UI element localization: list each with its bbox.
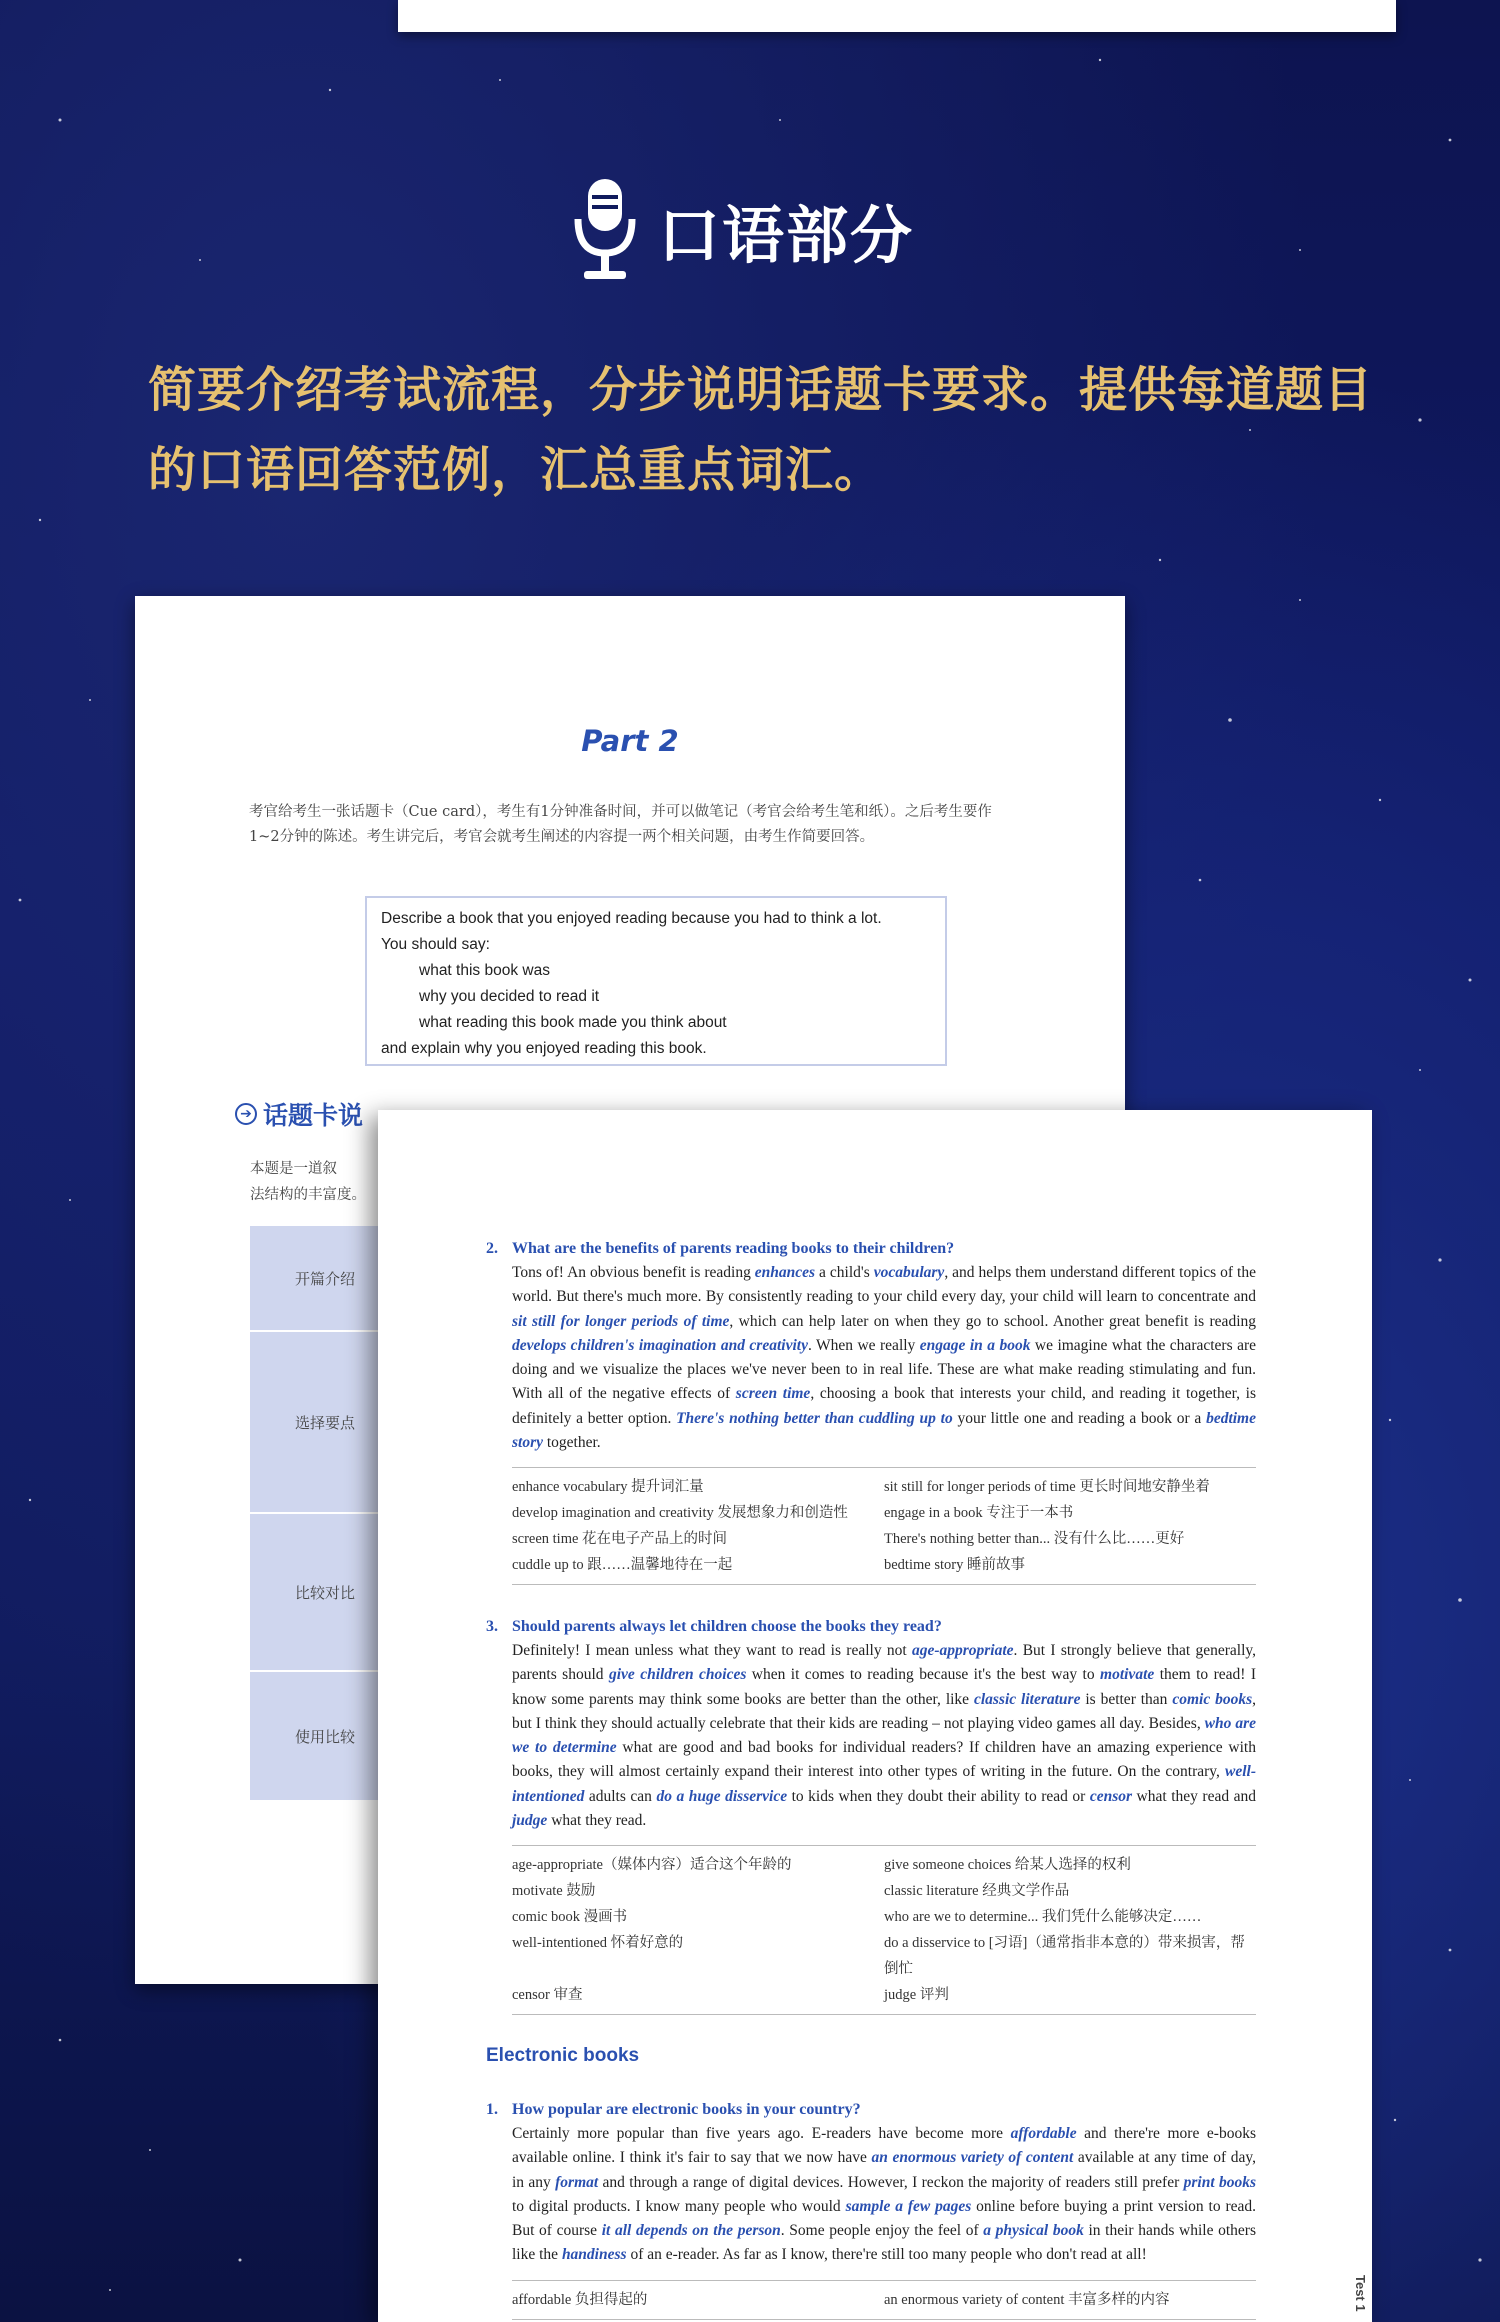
answer-text bbox=[486, 1261, 1256, 1455]
answer-segment: Definitely! I mean unless what they want to read is really not bbox=[512, 1642, 912, 1659]
cue-card-item: what reading this book made you think about bbox=[419, 1014, 727, 1031]
part-intro: 考官给考生一张话题卡（Cue card），考生有1分钟准备时间，并可以做笔记（考官会给考生笔和纸）。之后考生要作1~2分钟的陈述。考生讲完后，考官会就考生阐述的内容提一两个相关问题，由考生作简要回答。 bbox=[249, 804, 992, 845]
question-text: How popular are electronic books in your country? bbox=[512, 2101, 861, 2118]
answer-segment: online before buying a print version to read. But of course bbox=[512, 2197, 1256, 2240]
answer-segment: , which can help later on when they go to school. Another great benefit is reading bbox=[729, 1312, 1256, 1330]
highlighted-phrase: print books bbox=[1183, 2173, 1257, 2191]
answer-segment: to kids when they doubt their ability to read or bbox=[787, 1787, 1090, 1805]
highlighted-phrase: do a huge disservice bbox=[656, 1787, 788, 1805]
highlighted-phrase: screen time bbox=[735, 1385, 811, 1403]
highlighted-phrase: bedtime story bbox=[512, 1409, 1256, 1452]
highlighted-phrase: develops children's imagination and creativity bbox=[512, 1336, 808, 1354]
vocab-item: affordable 负担得起的 bbox=[512, 2291, 648, 2308]
vocab-item: age-appropriate（媒体内容）适合这个年龄的 bbox=[512, 1857, 792, 1874]
highlighted-phrase: classic literature bbox=[973, 1690, 1081, 1708]
answer-text bbox=[486, 1639, 1256, 1833]
highlighted-phrase: age-appropriate bbox=[911, 1642, 1014, 1659]
vocab-item: bedtime story 睡前故事 bbox=[884, 1557, 1025, 1574]
highlighted-phrase: sit still for longer periods of time bbox=[512, 1312, 730, 1330]
table-row: 使用比较 bbox=[250, 1672, 390, 1802]
question-block-2 bbox=[486, 1237, 1256, 1585]
section-heading bbox=[570, 170, 914, 290]
question-text: What are the benefits of parents reading books to their children? bbox=[512, 1240, 955, 1257]
answer-segment: , and helps them understand different topics of the world. But there's much more. By consistently reading to your child every day, your child will learn to concentrate and bbox=[512, 1264, 1256, 1306]
highlighted-phrase: well-intentioned bbox=[512, 1763, 1256, 1805]
part-title: Part 2 bbox=[581, 724, 679, 758]
answer-segment: what they read. bbox=[547, 1812, 647, 1830]
vocab-item: judge 评判 bbox=[884, 1987, 949, 2004]
vocab-list bbox=[512, 1845, 1256, 2015]
highlighted-phrase: an enormous variety of content bbox=[871, 2149, 1074, 2167]
answer-segment: them to read! I know some parents may think some books are better than the other, like bbox=[512, 1666, 1256, 1708]
topic-card-body-line: 本题是一道叙 bbox=[250, 1161, 337, 1177]
question-block-e1 bbox=[486, 2098, 1256, 2320]
answer-segment: in their hands while others like the bbox=[512, 2222, 1256, 2264]
answer-segment: we imagine what the characters are doing and we visualize the places we've never been to in real life. These are what make reading stimulating and fun. With all of the negative effects of bbox=[512, 1336, 1256, 1403]
vocab-item: screen time 花在电子产品上的时间 bbox=[512, 1531, 728, 1548]
question-text: Should parents always let children choose the books they read? bbox=[512, 1618, 942, 1635]
question-title bbox=[486, 1237, 1256, 1261]
answer-segment: when it comes to reading because it's the best way to bbox=[746, 1666, 1101, 1684]
vocab-item: develop imagination and creativity 发展想象力和创造性 bbox=[512, 1505, 848, 1522]
answer-segment: a child's bbox=[815, 1264, 874, 1281]
answer-segment: . Some people enjoy the feel of bbox=[780, 2222, 984, 2240]
answer-segment: and through a range of digital devices. However, I reckon the majority of readers still prefer bbox=[598, 2173, 1184, 2191]
microphone-icon bbox=[570, 175, 640, 285]
vocab-item: censor 审查 bbox=[512, 1987, 583, 2004]
answer-segment: , choosing a book that interests your child, and reading it together, is definitely a better option. bbox=[512, 1385, 1257, 1427]
section-title: 口语部分 bbox=[658, 198, 915, 272]
vocab-item: There's nothing better than... 没有什么比……更好 bbox=[884, 1531, 1185, 1548]
topic-structure-table bbox=[250, 1226, 390, 1802]
book-page-answers bbox=[378, 1110, 1372, 2322]
vocab-item: who are we to determine... 我们凭什么能够决定…… bbox=[884, 1909, 1202, 1926]
answer-segment: , but I think they should actually celebrate that their kids are reading – not playing video games all day. Besides, bbox=[512, 1690, 1256, 1732]
answer-segment: is better than bbox=[1080, 1690, 1173, 1708]
highlighted-phrase: comic books bbox=[1172, 1690, 1253, 1708]
section-electronic-books: Electronic books bbox=[486, 2045, 640, 2066]
vocab-list bbox=[512, 2280, 1256, 2320]
answer-segment: and there're more e-books available online. I think it's fair to say that we now have bbox=[512, 2125, 1256, 2167]
answer-segment: . But I strongly believe that generally, parents should bbox=[512, 1642, 1256, 1684]
table-row: 开篇介绍 bbox=[250, 1226, 390, 1332]
vocab-item: comic book 漫画书 bbox=[512, 1909, 628, 1926]
highlighted-phrase: engage in a book bbox=[919, 1336, 1031, 1354]
highlighted-phrase: sample a few pages bbox=[845, 2197, 972, 2215]
cue-card-item: what this book was bbox=[419, 962, 550, 979]
intro-line-2: 的口语回答范例，汇总重点词汇。 bbox=[148, 442, 884, 498]
vocab-item: classic literature 经典文学作品 bbox=[884, 1883, 1070, 1900]
vocab-item: an enormous variety of content 丰富多样的内容 bbox=[884, 2291, 1170, 2308]
vocab-item: enhance vocabulary 提升词汇量 bbox=[512, 1479, 704, 1496]
intro-line-1: 简要介绍考试流程，分步说明话题卡要求。提供每道题目 bbox=[148, 362, 1374, 418]
highlighted-phrase: enhances bbox=[754, 1264, 816, 1281]
vocab-item: engage in a book 专注于一本书 bbox=[884, 1505, 1074, 1522]
question-number: 3. bbox=[486, 1618, 498, 1635]
topic-card-heading bbox=[235, 1096, 363, 1132]
topic-card-body-line: 法结构的丰富度。 bbox=[250, 1187, 366, 1203]
topic-card-body bbox=[250, 1156, 390, 1208]
side-label: Test 1 bbox=[1353, 2275, 1368, 2312]
previous-page-card bbox=[398, 0, 1396, 32]
answer-segment: . When we really bbox=[807, 1336, 920, 1354]
cue-card-line: You should say: bbox=[381, 936, 490, 953]
answer-segment: Certainly more popular than five years ago. E-readers have become more bbox=[512, 2125, 1011, 2142]
highlighted-phrase: a physical book bbox=[983, 2222, 1084, 2240]
highlighted-phrase: format bbox=[555, 2173, 599, 2191]
highlighted-phrase: it all depends on the person bbox=[601, 2222, 781, 2240]
topic-card-heading-text: 话题卡说 bbox=[263, 1101, 364, 1130]
question-title bbox=[486, 1615, 1256, 1639]
vocab-item: motivate 鼓励 bbox=[512, 1883, 596, 1900]
answer-segment: of an e-reader. As far as I know, there're still too many people who don't read at all! bbox=[626, 2246, 1147, 2264]
answer-segment: Tons of! An obvious benefit is reading bbox=[512, 1264, 755, 1281]
answer-segment: what they read and bbox=[1132, 1787, 1256, 1805]
highlighted-phrase: motivate bbox=[1100, 1666, 1155, 1684]
cue-card-item: why you decided to read it bbox=[419, 988, 600, 1005]
table-row: 选择要点 bbox=[250, 1332, 390, 1514]
vocab-item: do a disservice to [习语]（通常指非本意的）带来损害，帮倒忙 bbox=[884, 1935, 1245, 1978]
table-row: 比较对比 bbox=[250, 1514, 390, 1672]
cue-card bbox=[365, 896, 947, 1066]
highlighted-phrase: censor bbox=[1089, 1787, 1133, 1805]
answer-segment: to digital products. I know many people who would bbox=[512, 2197, 846, 2215]
vocab-item: cuddle up to 跟……温馨地待在一起 bbox=[512, 1557, 733, 1574]
vocab-item: sit still for longer periods of time 更长时间地安静坐着 bbox=[884, 1479, 1210, 1496]
highlighted-phrase: who are we to determine bbox=[512, 1714, 1256, 1757]
question-number: 2. bbox=[486, 1240, 498, 1257]
vocab-item: well-intentioned 怀着好意的 bbox=[512, 1935, 684, 1952]
highlighted-phrase: handiness bbox=[561, 2246, 627, 2264]
answer-segment: your little one and reading a book or a bbox=[952, 1409, 1207, 1427]
highlighted-phrase: There's nothing better than cuddling up to bbox=[676, 1409, 953, 1427]
cue-card-line: Describe a book that you enjoyed reading because you had to think a lot. bbox=[381, 910, 882, 927]
question-number: 1. bbox=[486, 2101, 498, 2118]
vocab-list bbox=[512, 1467, 1256, 1585]
answer-text bbox=[486, 2122, 1256, 2268]
answer-segment: available at any time of day, in any bbox=[512, 2149, 1257, 2191]
highlighted-phrase: give children choices bbox=[608, 1666, 747, 1684]
arrow-circle-icon: ➔ bbox=[235, 1103, 257, 1125]
answer-segment: adults can bbox=[584, 1787, 657, 1805]
vocab-item: give someone choices 给某人选择的权利 bbox=[884, 1857, 1131, 1874]
highlighted-phrase: vocabulary bbox=[873, 1264, 945, 1281]
question-block-3 bbox=[486, 1615, 1256, 2015]
highlighted-phrase: judge bbox=[512, 1812, 548, 1830]
highlighted-phrase: affordable bbox=[1010, 2125, 1077, 2142]
answer-segment: together. bbox=[543, 1434, 601, 1452]
cue-card-line: and explain why you enjoyed reading this book. bbox=[381, 1040, 707, 1057]
question-title bbox=[486, 2098, 1256, 2122]
answer-segment: what are good and bad books for individual readers? If children have an amazing experience with books, they will almost certainly expand their interest into other types of writing in the future. On the contrary, bbox=[512, 1739, 1256, 1781]
intro-text bbox=[148, 350, 1408, 510]
